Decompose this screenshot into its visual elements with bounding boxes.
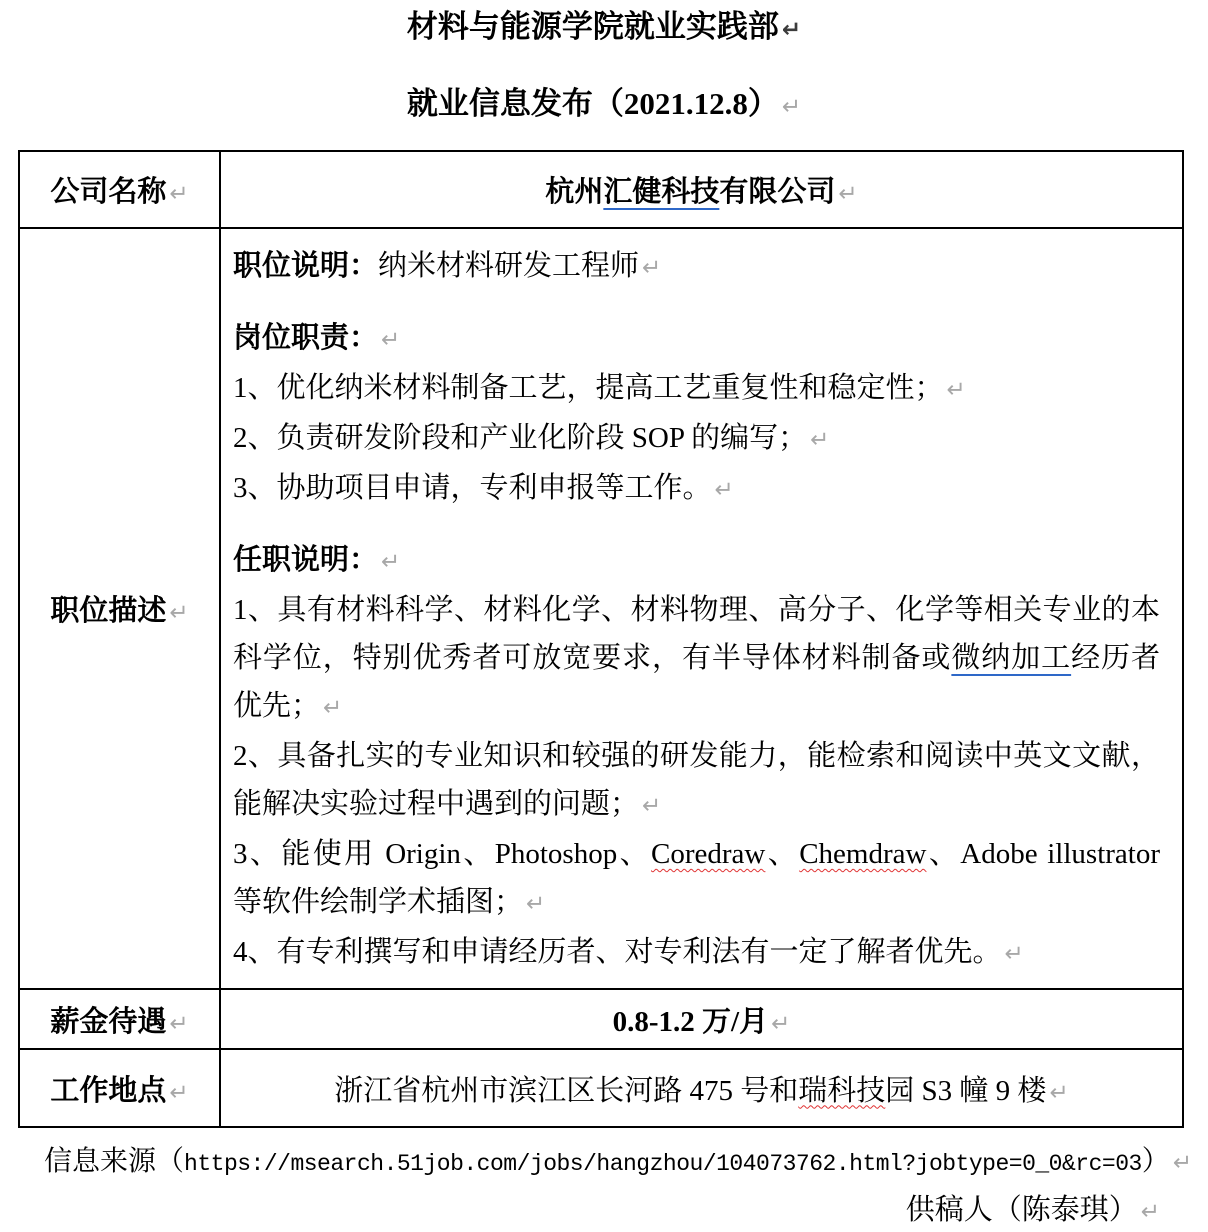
paragraph-mark-icon: ↵ — [810, 427, 830, 453]
qual-4-text: 4、有专利撰写和申请经历者、对专利法有一定了解者优先。 — [233, 936, 1002, 968]
duty-2-text: 2、负责研发阶段和产业化阶段 SOP 的编写； — [233, 422, 808, 454]
document-subtitle — [0, 83, 1208, 128]
source-line — [44, 1142, 1208, 1184]
paragraph-mark-icon: ↵ — [781, 17, 802, 43]
salary-label: 薪金待遇 — [50, 1005, 167, 1038]
paragraph-mark-icon: ↵ — [323, 695, 343, 721]
cell-end-mark-icon: ↵ — [169, 600, 189, 626]
paragraph-mark-icon: ↵ — [781, 94, 802, 120]
paragraph-mark-icon: ↵ — [642, 255, 662, 281]
qual-1-text: 1、具有材料科学、材料化学、材料物理、高分子、化学等相关专业的本科学位，特别优秀者可放宽要求，有半导体材料制备或 — [233, 594, 1160, 674]
duty-1-text: 1、优化纳米材料制备工艺，提高工艺重复性和稳定性； — [233, 372, 944, 404]
duty-item-2 — [233, 414, 1160, 464]
position-label: 职位说明： — [233, 250, 379, 282]
duty-item-3 — [233, 464, 1160, 514]
document-title-text: 材料与能源学院就业实践部 — [406, 9, 779, 44]
source-label: 信息来源 — [44, 1146, 157, 1177]
cell-end-mark-icon: ↵ — [1049, 1079, 1069, 1106]
company-name-prefix: 杭州 — [545, 176, 604, 208]
qualification-item-2 — [233, 732, 1160, 830]
document-title — [0, 6, 1208, 51]
source-url: https://msearch.51job.com/jobs/hangzhou/104073762.html?jobtype=0_0&rc=03 — [184, 1151, 1142, 1177]
location-value-end: 园 S3 幢 9 楼 — [885, 1074, 1047, 1107]
qualification-item-4 — [233, 928, 1160, 978]
company-name-suffix: 有限公司 — [719, 176, 836, 208]
location-label-cell — [19, 1049, 220, 1127]
salary-value-cell — [220, 989, 1183, 1049]
source-paren-open: （ — [156, 1146, 185, 1177]
qualifications-heading — [233, 536, 1160, 586]
paragraph-mark-icon: ↵ — [642, 793, 662, 819]
qualification-item-1 — [233, 586, 1160, 732]
paragraph-mark-icon: ↵ — [1140, 1199, 1160, 1225]
table-row-description — [19, 228, 1183, 989]
cell-end-mark-icon: ↵ — [169, 1079, 189, 1106]
qual-3-text-end: 、Adobe illustrator 等软件绘制学术插图； — [233, 838, 1161, 918]
location-label: 工作地点 — [50, 1074, 167, 1107]
position-line — [233, 242, 1160, 292]
description-label-cell — [19, 228, 220, 989]
cell-end-mark-icon: ↵ — [169, 1010, 189, 1037]
duties-heading — [233, 314, 1160, 364]
company-label-cell — [19, 151, 220, 228]
job-info-table — [18, 150, 1184, 1128]
duty-3-text: 3、协助项目申请，专利申报等工作。 — [233, 472, 712, 504]
company-label: 公司名称 — [50, 176, 167, 208]
qual-1-grammar-underlined: 微纳加工 — [951, 642, 1072, 674]
qual-3-text: 3、能使用 Origin、Photoshop、 — [233, 838, 652, 870]
description-label: 职位描述 — [50, 595, 167, 627]
qual-2-text: 2、具备扎实的专业知识和较强的研发能力，能检索和阅读中英文文献，能解决实验过程中遇到的问题； — [233, 740, 1160, 820]
position-value: 纳米材料研发工程师 — [378, 250, 640, 282]
company-value-cell — [220, 151, 1183, 228]
description-value-cell — [220, 228, 1183, 989]
source-paren-close: ） — [1141, 1146, 1170, 1177]
paragraph-mark-icon: ↵ — [1172, 1150, 1193, 1176]
duty-item-1 — [233, 364, 1160, 414]
document-subtitle-text: 就业信息发布（2021.12.8） — [406, 86, 779, 121]
salary-label-cell — [19, 989, 220, 1049]
qual-1-text-end: 经历者优先； — [233, 642, 1160, 722]
company-name-underlined: 汇健科技 — [603, 176, 720, 208]
paragraph-mark-icon: ↵ — [714, 477, 734, 503]
cell-end-mark-icon: ↵ — [169, 181, 189, 207]
location-spellcheck-word: 瑞科技 — [798, 1074, 886, 1107]
paragraph-mark-icon: ↵ — [526, 891, 546, 917]
table-row-salary — [19, 989, 1183, 1049]
paragraph-mark-icon: ↵ — [1004, 941, 1024, 967]
duties-label: 岗位职责： — [233, 322, 379, 354]
table-row-location — [19, 1049, 1183, 1127]
qual-3-spellcheck-word-1: Coredraw — [651, 838, 766, 870]
qualifications-label: 任职说明： — [233, 544, 379, 576]
cell-end-mark-icon: ↵ — [838, 181, 858, 207]
salary-value: 0.8-1.2 万/月 — [612, 1005, 769, 1038]
contributor-line — [0, 1190, 1160, 1232]
paragraph-mark-icon: ↵ — [946, 377, 966, 403]
paragraph-mark-icon: ↵ — [381, 327, 401, 353]
paragraph-mark-icon: ↵ — [381, 549, 401, 575]
qualification-item-3 — [233, 830, 1160, 928]
qual-3-spellcheck-word-2: Chemdraw — [799, 838, 927, 870]
contributor-text: 供稿人（陈泰琪） — [905, 1194, 1138, 1226]
cell-end-mark-icon: ↵ — [771, 1010, 791, 1037]
table-row-company — [19, 151, 1183, 228]
qual-3-separator: 、 — [765, 838, 800, 870]
location-value-start: 浙江省杭州市滨江区长河路 475 号和 — [334, 1074, 799, 1107]
location-value-cell — [220, 1049, 1183, 1127]
